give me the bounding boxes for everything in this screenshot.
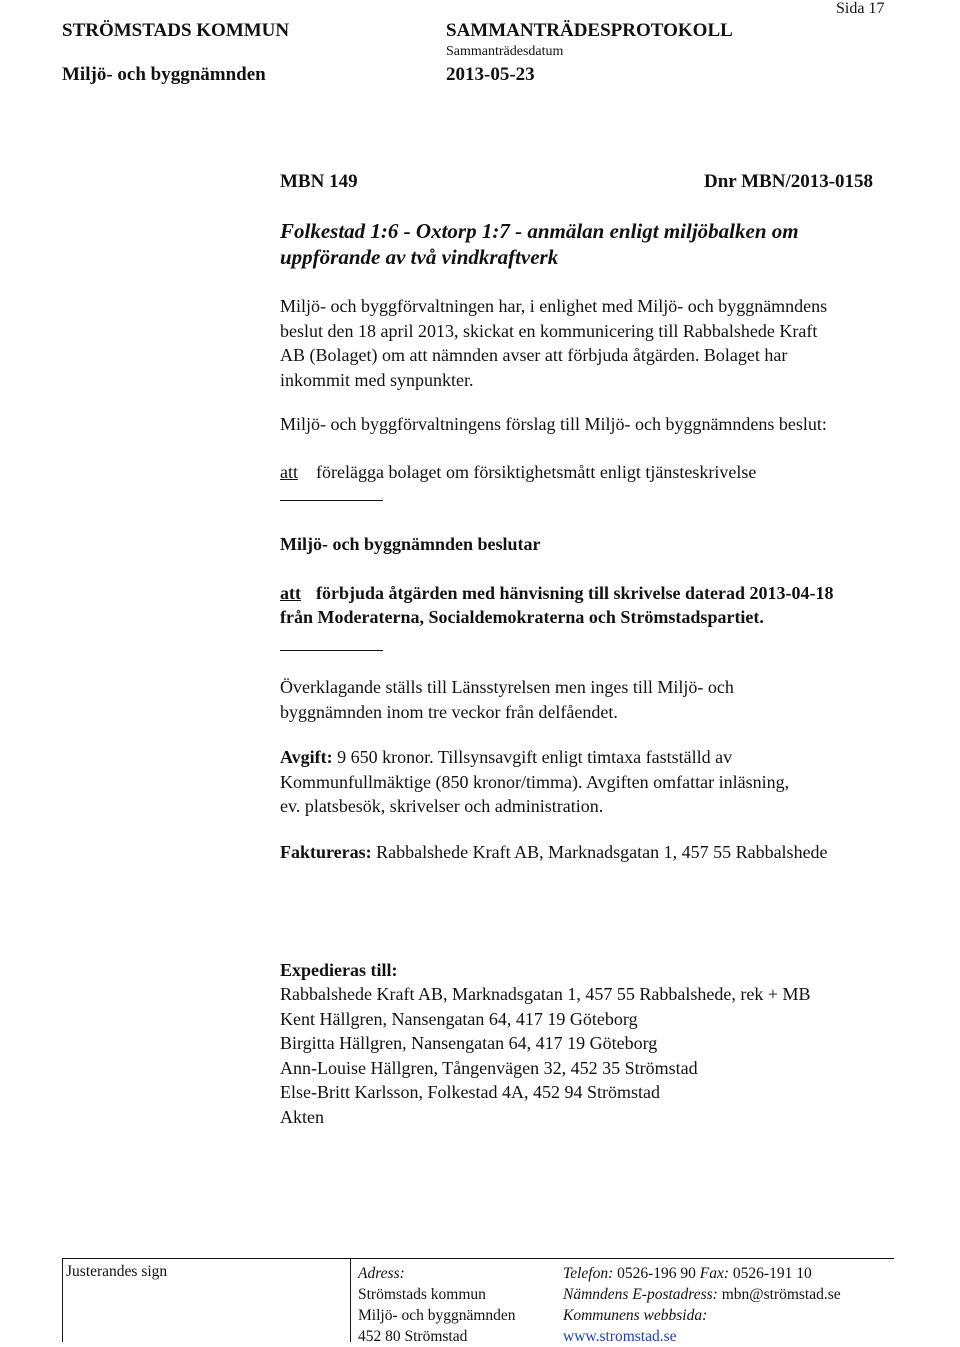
text-line: Överklagande ställs till Länsstyrelsen men inges till Miljö- och bbox=[280, 677, 734, 697]
meeting-date: 2013-05-23 bbox=[446, 64, 535, 85]
invoice-line bbox=[280, 840, 828, 865]
text-line: Kommunfullmäktige (850 kronor/timma). Avgiften omfattar inläsning, bbox=[280, 771, 790, 792]
recipient: Else-Britt Karlsson, Folkestad 4A, 452 94 Strömstad bbox=[280, 1082, 660, 1102]
phone-number: 0526-196 90 bbox=[613, 1265, 700, 1282]
recipient: Kent Hällgren, Nansengatan 64, 417 19 Göteborg bbox=[280, 1008, 638, 1029]
decision-heading: Miljö- och byggnämnden beslutar bbox=[280, 534, 541, 554]
fax-number: 0526-191 10 bbox=[729, 1265, 812, 1282]
appeal-paragraph bbox=[280, 675, 734, 724]
case-number: MBN 149 bbox=[280, 171, 358, 192]
fee-amount: 9 650 kronor. Tillsynsavgift enligt timtaxa fastställd av bbox=[332, 747, 733, 767]
invoice-label: Faktureras: bbox=[280, 842, 372, 862]
invoice-text: Rabbalshede Kraft AB, Marknadsgatan 1, 457 55 Rabbalshede bbox=[371, 842, 828, 862]
web-link[interactable]: www.stromstad.se bbox=[563, 1328, 677, 1345]
recipient: Birgitta Hällgren, Nansengatan 64, 417 19 Göteborg bbox=[280, 1033, 658, 1053]
address-label: Adress: bbox=[358, 1265, 405, 1282]
fee-paragraph bbox=[280, 745, 789, 819]
footer-border bbox=[350, 1258, 351, 1342]
page-number: Sida 17 bbox=[836, 0, 885, 17]
address-line: Miljö- och byggnämnden bbox=[358, 1307, 516, 1324]
decision-att: att bbox=[280, 583, 301, 603]
text-line bbox=[280, 745, 789, 770]
email-line bbox=[563, 1284, 841, 1305]
fee-label: Avgift: bbox=[280, 747, 333, 767]
footer-contact bbox=[563, 1263, 841, 1347]
proposal-att: att bbox=[280, 462, 298, 482]
municipality-name: STRÖMSTADS KOMMUN bbox=[62, 20, 290, 41]
footer-border bbox=[62, 1258, 63, 1342]
text-line: byggnämnden inom tre veckor från delfåendet. bbox=[280, 701, 618, 722]
case-title-line: Folkestad 1:6 - Oxtorp 1:7 - anmälan enligt miljöbalken om bbox=[280, 219, 799, 243]
phone-line bbox=[563, 1263, 841, 1284]
board-name: Miljö- och byggnämnden bbox=[62, 64, 266, 85]
footer-top-line bbox=[62, 1258, 894, 1259]
text-line: Miljö- och byggförvaltningen har, i enlighet med Miljö- och byggnämndens bbox=[280, 296, 828, 316]
footer-sign: Justerandes sign bbox=[66, 1263, 168, 1280]
proposal-text: förelägga bolaget om försiktighetsmått enligt tjänsteskrivelse bbox=[316, 462, 757, 482]
separator-line bbox=[280, 500, 383, 501]
case-dnr: Dnr MBN/2013-0158 bbox=[704, 171, 874, 192]
proposal-heading: Miljö- och byggförvaltningens förslag till Miljö- och byggnämndens beslut: bbox=[280, 414, 827, 434]
case-title bbox=[280, 218, 799, 270]
dispatch-list bbox=[280, 982, 811, 1129]
text-line: beslut den 18 april 2013, skickat en kommunicering till Rabbalshede Kraft bbox=[280, 320, 818, 341]
date-label: Sammanträdesdatum bbox=[446, 44, 564, 59]
case-title-line: uppförande av två vindkraftverk bbox=[280, 245, 559, 269]
fax-label: Fax: bbox=[699, 1265, 730, 1282]
separator-line bbox=[280, 650, 383, 651]
text-line: AB (Bolaget) om att nämnden avser att förbjuda åtgärden. Bolaget har bbox=[280, 345, 788, 365]
recipient: Akten bbox=[280, 1106, 324, 1127]
address-line: Strömstads kommun bbox=[358, 1286, 486, 1303]
web-label: Kommunens webbsida: bbox=[563, 1307, 708, 1324]
decision-text-line: förbjuda åtgärden med hänvisning till skrivelse daterad 2013-04-18 bbox=[316, 583, 834, 603]
recipient: Ann-Louise Hällgren, Tångenvägen 32, 452 35 Strömstad bbox=[280, 1057, 698, 1078]
footer-address bbox=[358, 1263, 516, 1347]
text-line: inkommit med synpunkter. bbox=[280, 369, 474, 390]
email-address[interactable]: mbn@strömstad.se bbox=[717, 1286, 841, 1303]
dispatch-label: Expedieras till: bbox=[280, 960, 398, 980]
decision-text-line: från Moderaterna, Socialdemokraterna och Strömstadspartiet. bbox=[280, 607, 764, 627]
email-label: Nämndens E-postadress: bbox=[563, 1286, 718, 1303]
phone-label: Telefon: bbox=[563, 1265, 614, 1282]
text-line: ev. platsbesök, skrivelser och administration. bbox=[280, 796, 604, 816]
address-line: 452 80 Strömstad bbox=[358, 1328, 468, 1345]
recipient: Rabbalshede Kraft AB, Marknadsgatan 1, 457 55 Rabbalshede, rek + MB bbox=[280, 984, 811, 1004]
protocol-title: SAMMANTRÄDESPROTOKOLL bbox=[446, 20, 733, 41]
intro-paragraph bbox=[280, 294, 827, 392]
